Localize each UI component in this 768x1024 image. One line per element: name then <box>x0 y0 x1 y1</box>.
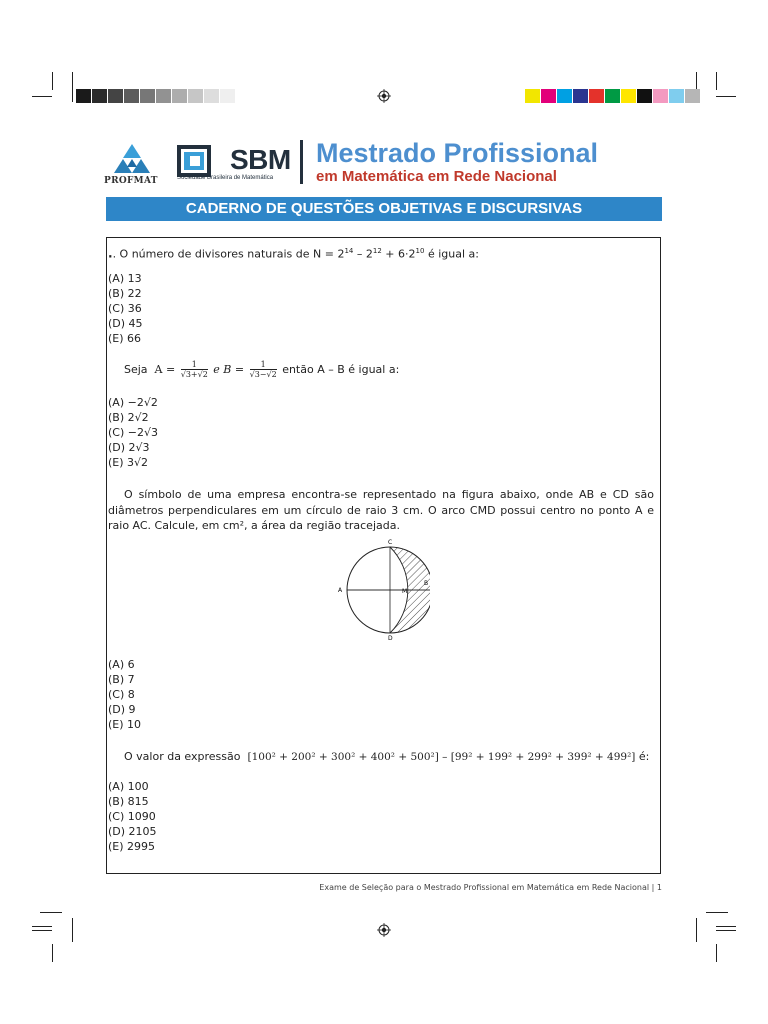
question-2-option: (A) −2√2 <box>108 396 158 409</box>
header-divider <box>300 140 303 184</box>
label-d: D <box>388 635 393 642</box>
label-c: C <box>388 539 393 546</box>
question-3-option: (A) 6 <box>108 658 135 671</box>
label-b: B <box>424 580 429 587</box>
label-m: M <box>402 588 408 595</box>
registration-mark-top <box>377 89 391 103</box>
color-swatch <box>204 89 220 103</box>
question-2-option: (E) 3√2 <box>108 456 149 469</box>
question-3-option: (E) 10 <box>108 718 142 731</box>
profmat-label: PROFMAT <box>104 176 158 186</box>
color-swatch <box>525 89 541 103</box>
color-swatch <box>76 89 92 103</box>
question-3-option: (B) 7 <box>108 673 135 686</box>
question-4-option: (E) 2995 <box>108 840 156 853</box>
question-3-option: (D) 9 <box>108 703 136 716</box>
question-4-option: (A) 100 <box>108 780 149 793</box>
registration-mark-bottom <box>377 923 391 937</box>
section-banner: CADERNO DE QUESTÕES OBJETIVAS E DISCURSIVAS <box>106 197 662 221</box>
color-swatch <box>589 89 605 103</box>
color-swatch <box>140 89 156 103</box>
question-1-option: (D) 45 <box>108 317 143 330</box>
color-swatch <box>637 89 653 103</box>
circle-figure <box>330 537 430 642</box>
question-2-option: (D) 2√3 <box>108 441 150 454</box>
color-swatch <box>220 89 236 103</box>
question-1-stem: .. O número de divisores naturais de $N = 2^{14} - 2^{12} + 6\cdot 2^{10}$ é igual a: <box>108 246 479 261</box>
question-1-option: (C) 36 <box>108 302 142 315</box>
question-2-stem: Seja A = $\frac{1}{√3+√2}$ e B = $\frac{1}{√3-√2}$ então A – B é igual a: <box>124 360 400 379</box>
triangle-logo-icon <box>107 142 157 174</box>
question-3-stem: O símbolo de uma empresa encontra-se representado na figura abaixo, onde AB e CD são diâmetros perpendiculares em um círculo de raio 3 cm. O arco CMD possui centro no ponto A e raio AC. Calcule, em cm², a área da região tracejada. <box>108 488 654 532</box>
question-2-option: (B) 2√2 <box>108 411 149 424</box>
question-4-option: (D) 2105 <box>108 825 157 838</box>
question-2-option: (C) −2√3 <box>108 426 158 439</box>
sbm-subtitle: Sociedade Brasileira de Matemática <box>177 175 274 181</box>
sbm-logo <box>176 144 298 184</box>
color-swatch <box>557 89 573 103</box>
label-a: A <box>338 587 343 594</box>
gray-color-bar <box>76 89 236 103</box>
question-3-option: (C) 8 <box>108 688 135 701</box>
page-title: Mestrado Profissional <box>316 138 599 168</box>
color-swatch <box>124 89 140 103</box>
question-4-option: (C) 1090 <box>108 810 156 823</box>
question-4-stem: O valor da expressão [100² + 200² + 300² + 400² + 500²] – [99² + 199² + 299² + 399² + 499²] é: <box>124 750 650 763</box>
sbm-logo-text: SBM <box>230 144 291 175</box>
expression: [100² + 200² + 300² + 400² + 500²] – [99² + 199² + 299² + 399² + 499²] <box>247 751 636 763</box>
cmyk-color-bar <box>525 89 701 103</box>
page-subtitle: em Matemática em Rede Nacional <box>316 168 557 185</box>
page-footer: Exame de Seleção para o Mestrado Profissional em Matemática em Rede Nacional | 1 <box>319 883 662 892</box>
question-1-option: (E) 66 <box>108 332 142 345</box>
color-swatch <box>669 89 685 103</box>
color-swatch <box>573 89 589 103</box>
color-swatch <box>653 89 669 103</box>
sbm-emblem-icon <box>176 144 228 178</box>
profmat-logo <box>104 142 160 188</box>
color-swatch <box>541 89 557 103</box>
color-swatch <box>156 89 172 103</box>
color-swatch <box>172 89 188 103</box>
question-4-option: (B) 815 <box>108 795 149 808</box>
color-swatch <box>621 89 637 103</box>
fraction-b: $\frac{1}{√3-√2}$ <box>249 360 277 379</box>
color-swatch <box>605 89 621 103</box>
color-swatch <box>188 89 204 103</box>
question-1-option: (A) 13 <box>108 272 142 285</box>
color-swatch <box>92 89 108 103</box>
question-1-option: (B) 22 <box>108 287 142 300</box>
fraction-a: $\frac{1}{√3+√2}$ <box>180 360 208 379</box>
color-swatch <box>108 89 124 103</box>
color-swatch <box>685 89 701 103</box>
